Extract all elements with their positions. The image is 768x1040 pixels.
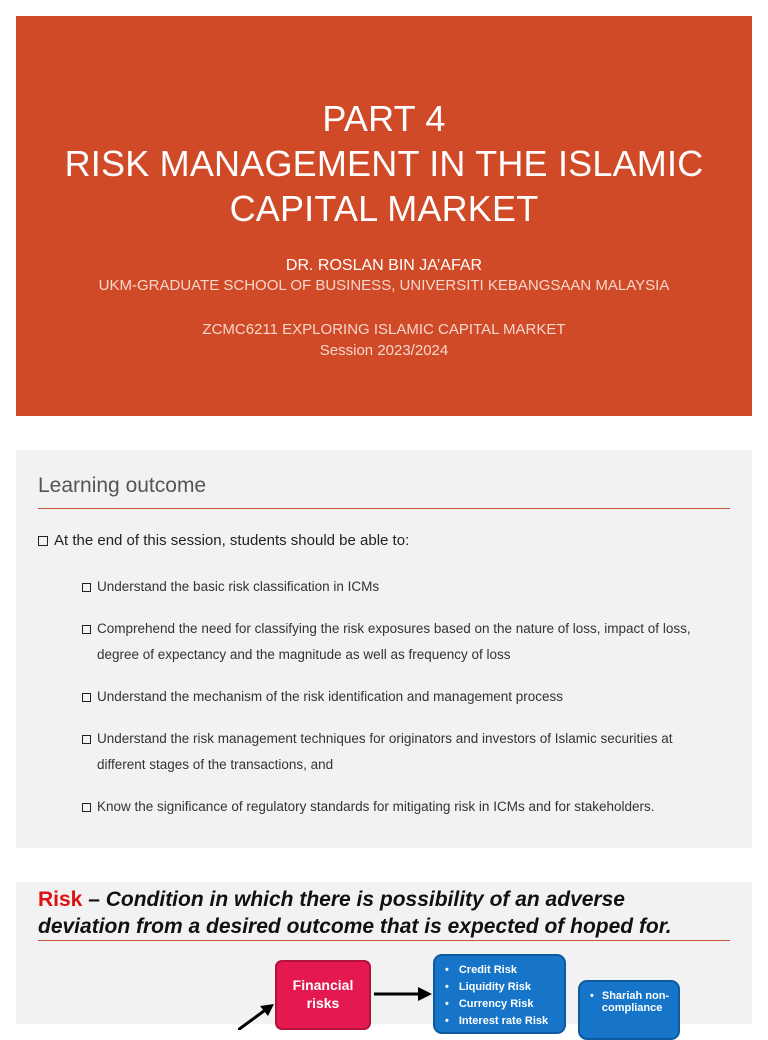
shariah-risk-box [578, 980, 680, 1040]
course-name: ZCMC6211 EXPLORING ISLAMIC CAPITAL MARKET [202, 321, 566, 338]
arrow-icon [374, 986, 432, 1002]
checkbox-bullet-icon [82, 693, 91, 702]
list-item: • Liquidity Risk [445, 979, 558, 996]
list-item-text: Understand the risk management techniques for originators and investors of Islamic securities at different stages of the transactions, and [97, 731, 673, 772]
list-item: • Currency Risk [445, 996, 558, 1013]
intro-bullet [38, 532, 409, 549]
checkbox-bullet-icon [38, 536, 48, 546]
checkbox-bullet-icon [82, 735, 91, 744]
slide-title [16, 96, 752, 231]
session: Session 2023/2024 [319, 342, 449, 359]
risk-definition [38, 886, 672, 940]
slide-heading: Learning outcome [38, 474, 207, 497]
risk-word: Risk [38, 888, 83, 911]
outcome-list [82, 574, 722, 836]
title-line: RISK MANAGEMENT IN THE ISLAMIC [64, 143, 704, 184]
heading-divider [38, 508, 730, 509]
learning-outcome-slide [16, 450, 752, 848]
list-item: • Interest rate Risk [445, 1013, 558, 1030]
list-item [82, 794, 722, 820]
list-item [82, 574, 722, 600]
list-item-text: Know the significance of regulatory standards for mitigating risk in ICMs and for stakeholders. [97, 799, 655, 814]
box-label: Financial [292, 977, 354, 993]
list-item-text: Understand the basic risk classification in ICMs [97, 579, 380, 594]
financial-risk-list [433, 954, 566, 1034]
course-block [16, 319, 752, 361]
title-line: CAPITAL MARKET [229, 188, 539, 229]
definition-text: deviation from a desired outcome that is expected of hoped for. [38, 915, 672, 938]
heading-divider [38, 940, 730, 941]
list-item-text: Understand the mechanism of the risk identification and management process [97, 689, 564, 704]
list-item [82, 726, 722, 778]
checkbox-bullet-icon [82, 803, 91, 812]
title-line: PART 4 [322, 98, 446, 139]
risk-definition-slide [16, 882, 752, 1027]
intro-text: At the end of this session, students should be able to: [54, 532, 410, 549]
arrow-icon [238, 1000, 278, 1030]
title-slide [16, 16, 752, 416]
financial-risks-box [275, 960, 371, 1030]
list-item [82, 616, 722, 668]
list-item-text: Comprehend the need for classifying the risk exposures based on the nature of loss, impact of loss, degree of expectancy and the magnitude as well as frequency of loss [97, 621, 691, 662]
box-label: risks [306, 995, 340, 1011]
list-item: Shariah non-compliance [601, 990, 670, 1014]
institution: UKM-GRADUATE SCHOOL OF BUSINESS, UNIVERSITI KEBANGSAAN MALAYSIA [98, 277, 670, 294]
checkbox-bullet-icon [82, 625, 91, 634]
definition-text: – Condition in which there is possibility of an adverse [82, 888, 625, 911]
list-item [82, 684, 722, 710]
bullet-icon: • [590, 990, 594, 1002]
list-item: • Credit Risk [445, 962, 558, 979]
author-name: DR. ROSLAN BIN JA’AFAR [285, 257, 483, 274]
author-block [16, 256, 752, 296]
checkbox-bullet-icon [82, 583, 91, 592]
